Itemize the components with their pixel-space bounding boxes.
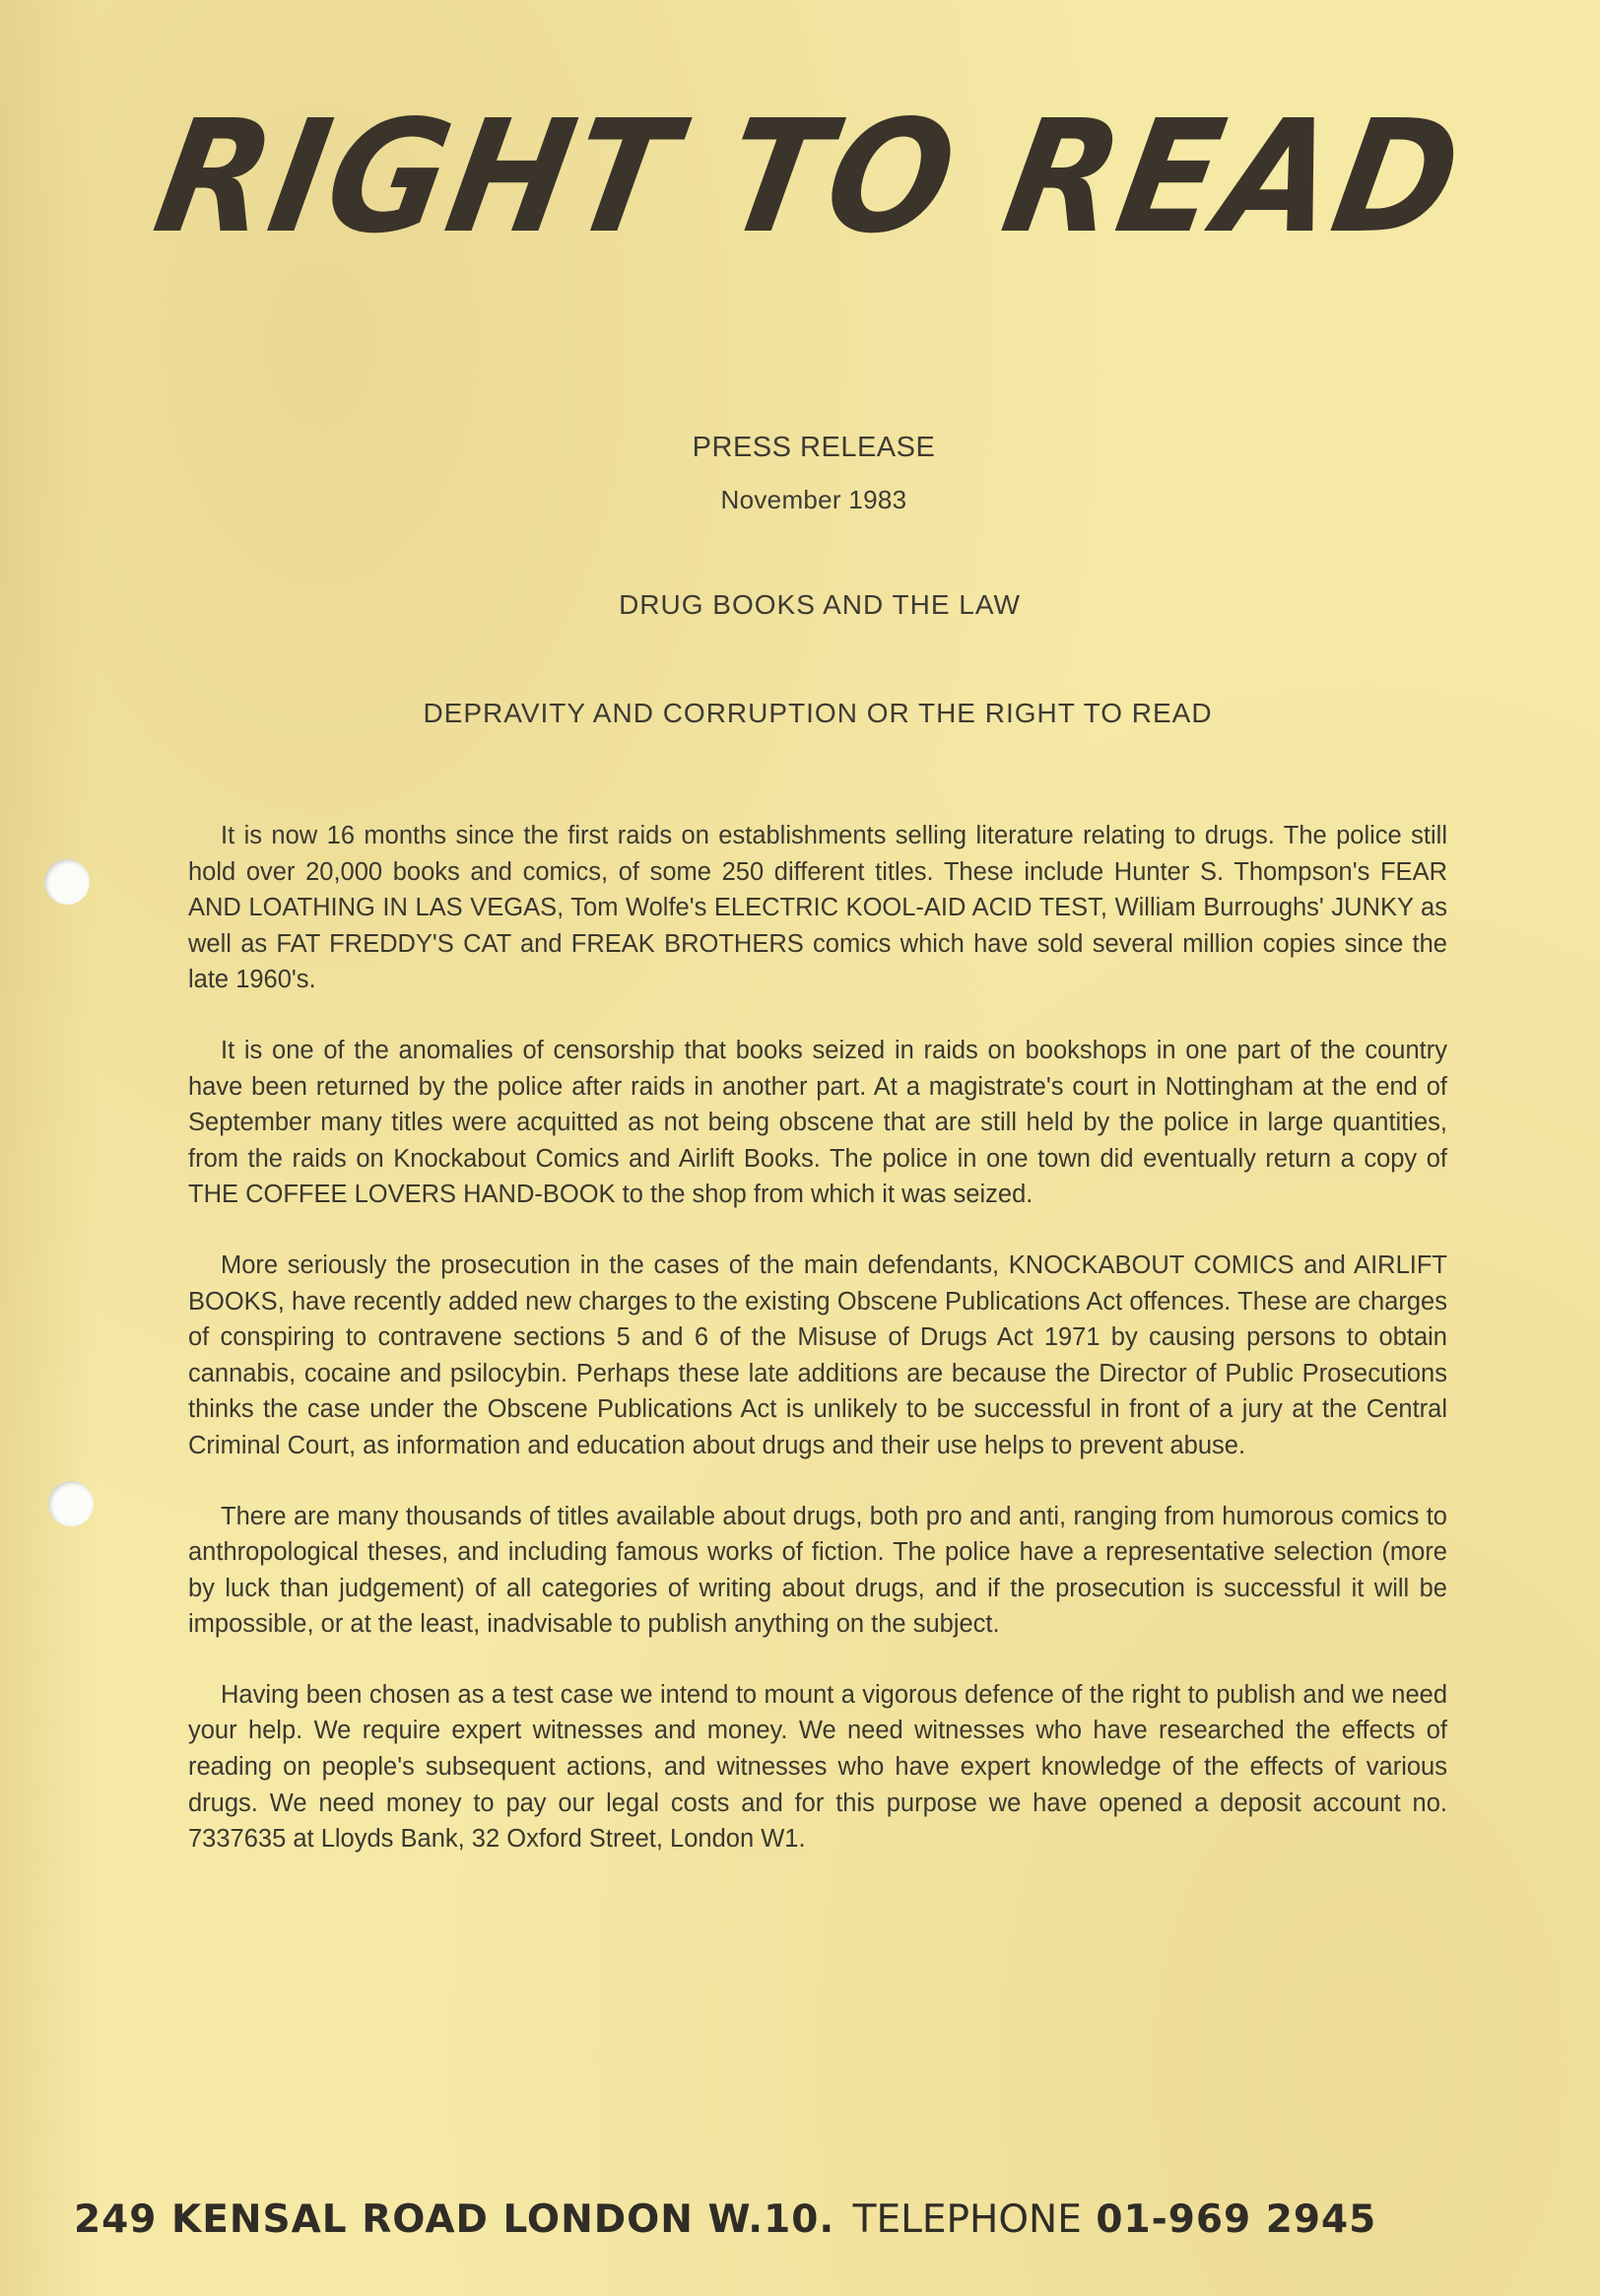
paragraph: It is one of the anomalies of censorship that books seized in raids on bookshops in one part of the country have been returned by the police after raids in another part. At a magistrate's court in Nottingham at the end of September many titles were acquitted as not being obscene that are still held by the police in large quantities, from the raids on Knockabout Comics and Airlift Books. The police in one town did eventually return a copy of THE COFFEE LOVERS HAND-BOOK to the shop from which it was seized. — [188, 1036, 1447, 1209]
paragraph: There are many thousands of titles available about drugs, both pro and anti, ranging from humorous comics to anthropological theses, and including famous works of fiction. The police have a representative selection (more by luck than judgement) of all categories of writing about drugs, and if the prosecution is successful it will be impossible, or at the least, inadvisable to publish anything on the subject. — [188, 1502, 1447, 1639]
footer — [74, 2197, 1376, 2242]
footer-address: 249 KENSAL ROAD LONDON W.10. — [74, 2197, 835, 2242]
subheadline — [0, 698, 1600, 729]
footer-telephone-label: TELEPHONE — [852, 2197, 1082, 2242]
headline — [0, 589, 1600, 621]
paragraph: Having been chosen as a test case we intend to mount a vigorous defence of the right to publish and we need your help. We require expert witnesses and money. We need witnesses who have researched the effects of reading on people's subsequent actions, and witnesses who have expert knowledge of the effects of various drugs. We need money to pay our legal costs and for this purpose we have opened a deposit account no. 7337635 at Lloyds Bank, 32 Oxford Street, London W1. — [188, 1680, 1447, 1854]
release-date — [0, 485, 1600, 515]
subheadline-text: DEPRAVITY AND CORRUPTION OR THE RIGHT TO READ — [423, 698, 1213, 728]
footer-telephone-number: 01-969 2945 — [1096, 2197, 1377, 2242]
article-body — [188, 818, 1447, 1892]
paragraph: More seriously the prosecution in the cases of the main defendants, KNOCKABOUT COMICS and AIRLIFT BOOKS, have recently added new charges to the existing Obscene Publications Act offences. These are charges of conspiring to contravene sections 5 and 6 of the Misuse of Drugs Act 1971 by causing persons to obtain cannabis, cocaine and psilocybin. Perhaps these late additions are because the Director of Public Prosecutions thinks the case under the Obscene Publications Act is unlikely to be successful in front of a jury at the Central Criminal Court, as information and education about drugs and their use helps to prevent abuse. — [188, 1250, 1447, 1459]
masthead — [0, 87, 1600, 268]
release-date-text: November 1983 — [720, 485, 907, 514]
headline-text: DRUG BOOKS AND THE LAW — [619, 589, 1021, 620]
paragraph: It is now 16 months since the first raids on establishments selling literature relating to drugs. The police still hold over 20,000 books and comics, of some 250 different titles. These include Hunter S. Thompson's FEAR AND LOATHING IN LAS VEGAS, Tom Wolfe's ELECTRIC KOOL-AID ACID TEST, William Burroughs' JUNKY as well as FAT FREDDY'S CAT and FREAK BROTHERS comics which have sold several million copies since the late 1960's. — [188, 822, 1447, 994]
press-release-label — [0, 432, 1600, 464]
punch-hole — [48, 1481, 94, 1526]
press-release-text: PRESS RELEASE — [692, 432, 936, 463]
masthead-title: RIGHT TO READ — [144, 87, 1476, 268]
punch-hole — [44, 859, 90, 905]
